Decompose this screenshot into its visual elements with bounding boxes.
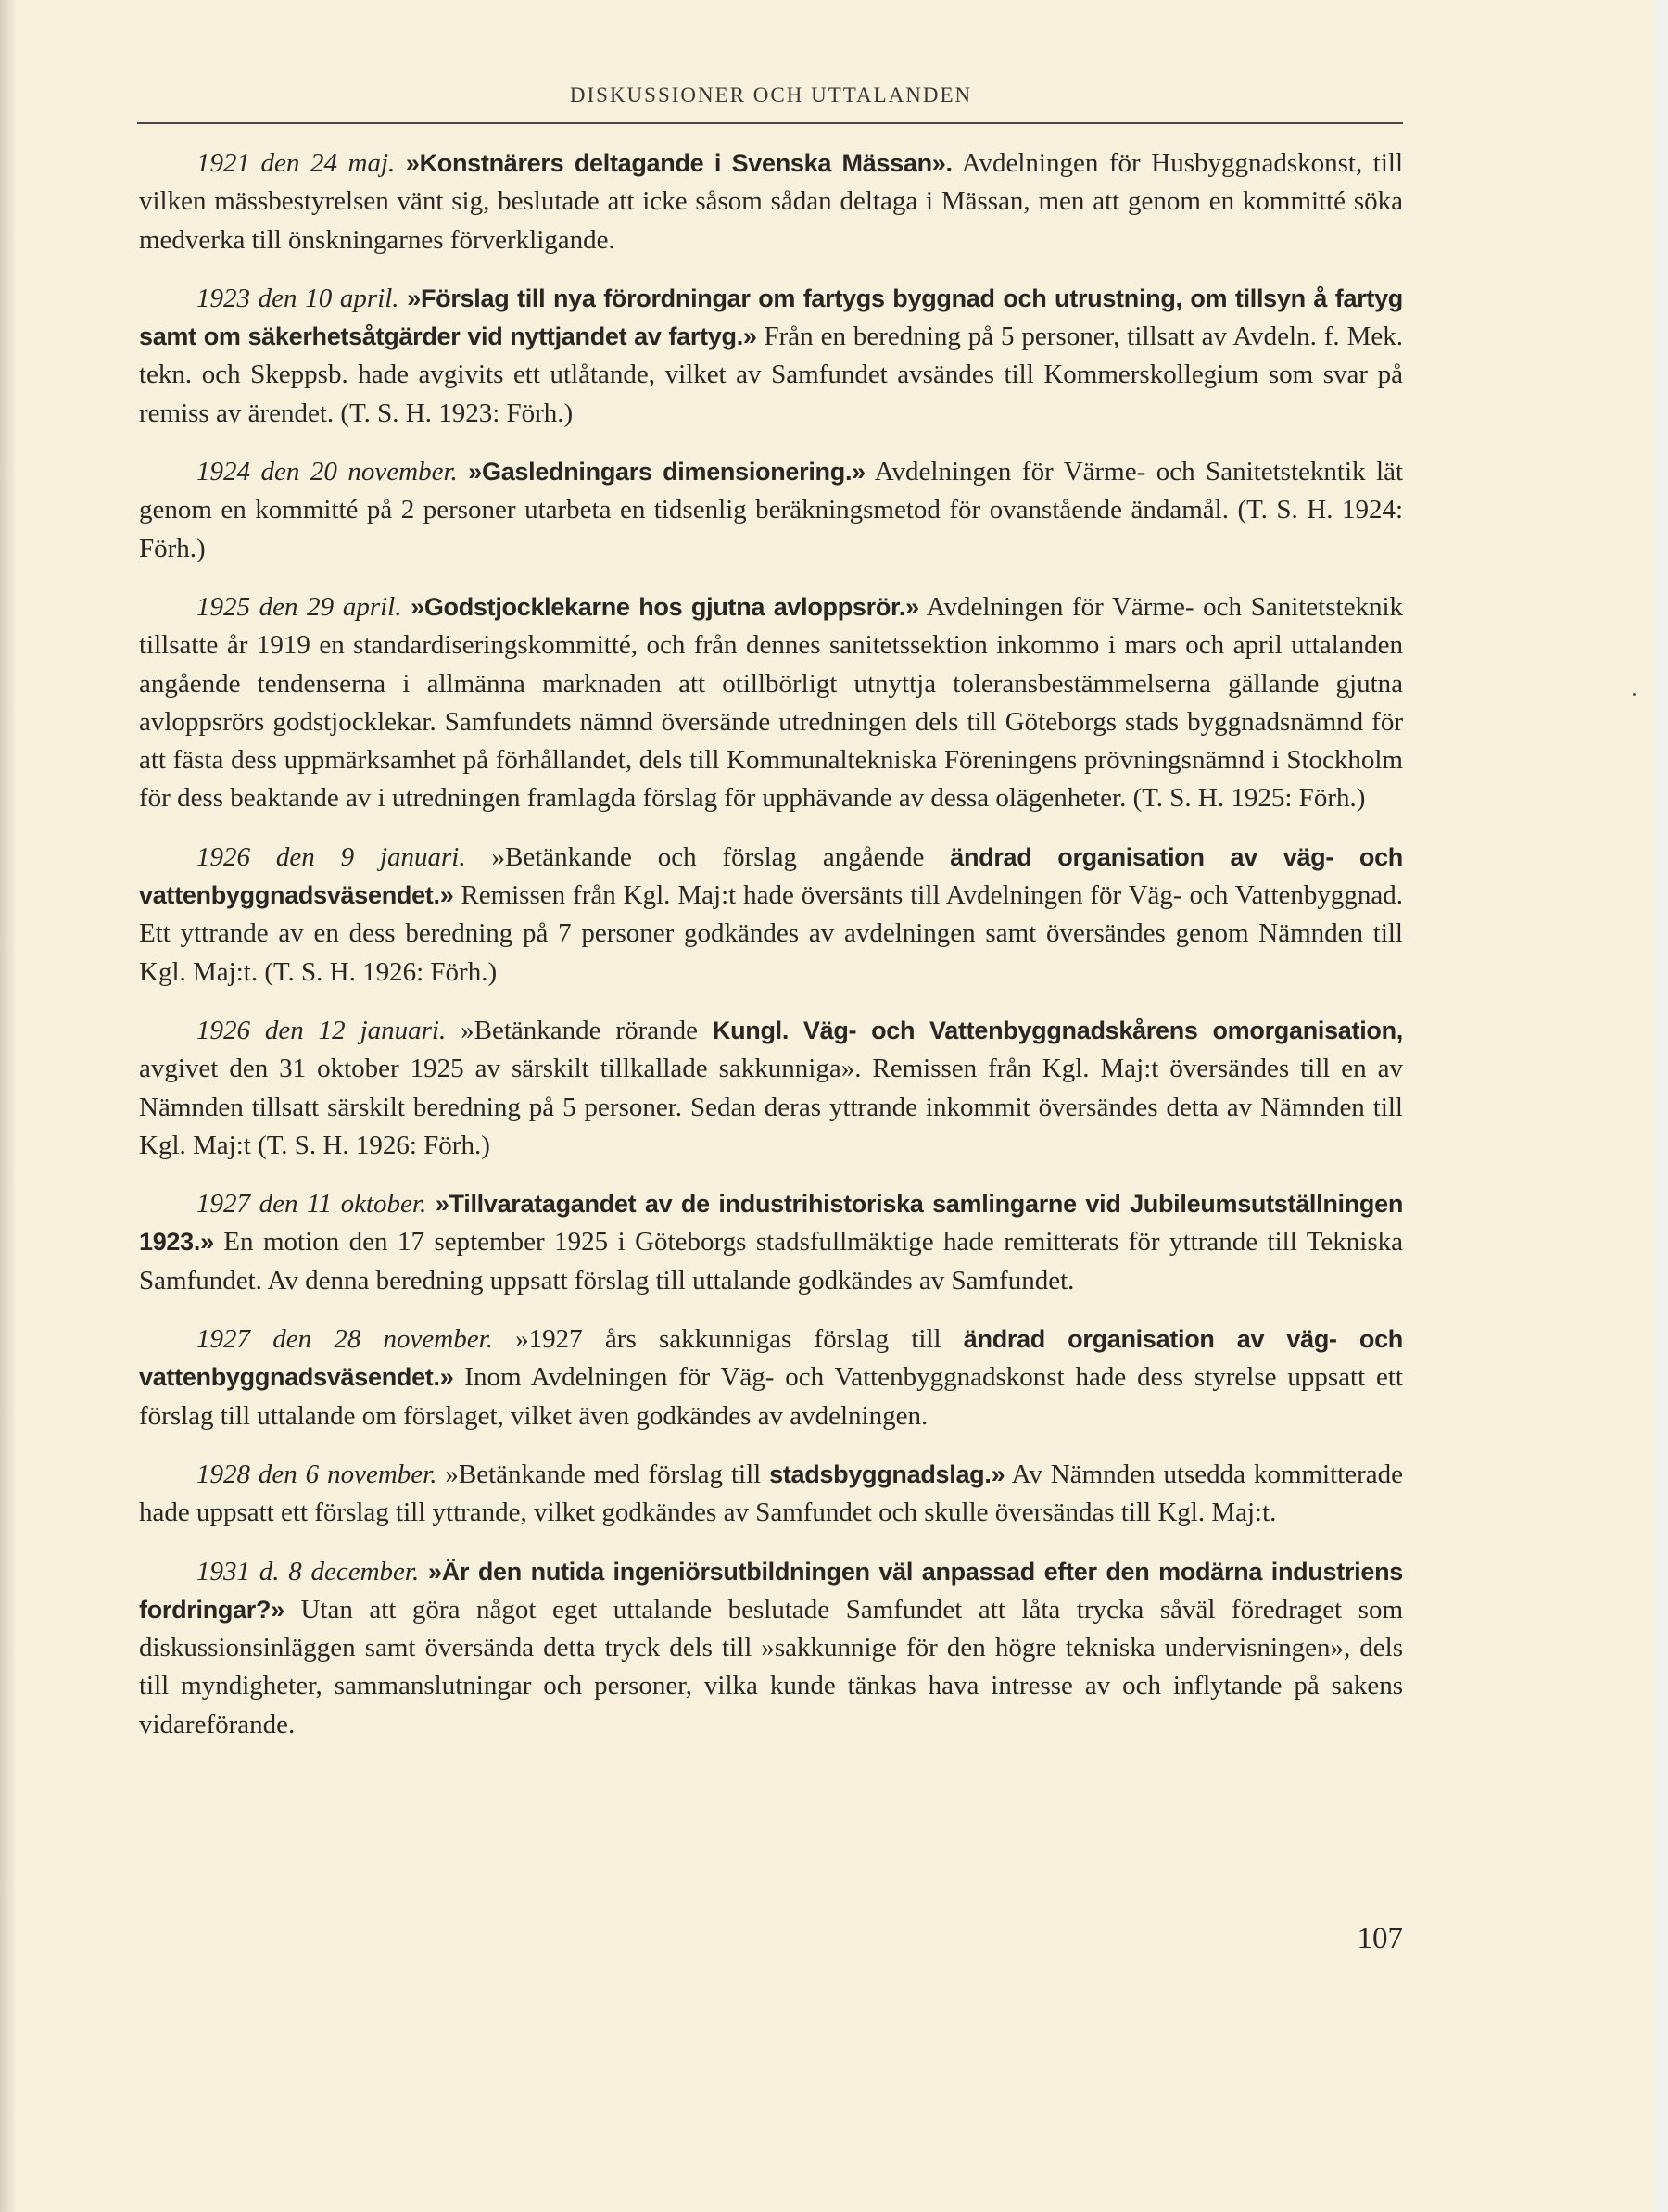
entry-1925 (139, 588, 1403, 818)
entry-date: 1923 den 10 april. (196, 283, 399, 313)
entry-title: »Tillvaratagandet av de industrihistoriska samlingarne vid Jubileumsutställningen 1923.» (139, 1190, 1404, 1257)
entry-lead: »1927 års sakkunnigas förslag till (492, 1324, 964, 1355)
running-header: DISKUSSIONER OCH UTTALANDEN (569, 83, 973, 107)
entry-date: 1925 den 29 april. (196, 591, 402, 622)
entry-date: 1928 den 6 november. (196, 1459, 437, 1489)
entry-1927-nov (139, 1321, 1403, 1435)
entry-title: stadsbyggnadslag.» (769, 1460, 1005, 1488)
entry-date: 1927 den 11 oktober. (196, 1189, 427, 1220)
entry-title: Kungl. Väg- och Vattenbyggnadskårens omorganisation, (712, 1016, 1404, 1044)
entry-date: 1927 den 28 november. (196, 1324, 493, 1355)
entry-body: Avdelningen för Värme- och Sanitetstekntik lät genom en kommitté på 2 personer utarbeta en tidsenlig beräkningsmetod för ovanstående ändamål. (T. S. H. 1924: Förh.) (139, 457, 1404, 563)
entry-date: 1926 den 9 januari. (196, 841, 466, 872)
entry-body: Utan att göra något eget uttalande beslutade Samfundet att låta trycka såväl föredraget som diskussionsinläggen samt översända detta tryck dels till »sakkunnige för den högre tekniska undervisningen», dels till myndigheter, sammanslutningar och personer, vilka kunde tänkas hava intresse av och inflytande på sakens vidareförande. (139, 1594, 1403, 1739)
entry-body: avgivet den 31 oktober 1925 av särskilt tillkallade sakkunniga». Remissen från Kgl. Maj:t översändes till en av Nämnden tillsatt särskilt beredning på 5 personer. Sedan deras yttrande inkommit översändes detta av Nämnden till Kgl. Maj:t (T. S. H. 1926: Förh.) (139, 1054, 1403, 1160)
entry-1931 (139, 1553, 1403, 1744)
entry-body: Avdelningen för Värme- och Sanitetsteknik tillsatte år 1919 en standardiseringskommitté, och från dennes sanitetssektion inkommo i mars och april uttalanden angående tendenserna i allmänna marknaden att otillbörligt utnyttja toleransbestämmelserna gällande gjutna avloppsrörs godstjocklekar. Samfundets nämnd översände utredningen dels till Göteborgs stads byggnadsnämnd för att fästa dess uppmärksamhet på förhållandet, dels till Kommunaltekniska Föreningens prövningsnämnd i Stockholm för dess beaktande av i utredningen framlagda förslag för upphävande av dessa olägenheter. (T. S. H. 1925: Förh.) (139, 591, 1404, 814)
entry-title: »Gasledningars dimensionering.» (468, 458, 866, 487)
entry-date: 1926 den 12 januari. (196, 1015, 447, 1045)
entry-body: Från en beredning på 5 personer, tillsatt av Avdeln. f. Mek. tekn. och Skeppsb. hade avgivits ett utlåtande, vilket av Samfundet avsändes till Kommerskollegium som svar på remiss av ärendet. (T. S. H. 1923: Förh.) (139, 322, 1403, 428)
entry-1928 (139, 1456, 1403, 1533)
page-number: 107 (1357, 1922, 1403, 1955)
entry-title: »Konstnärers deltagande i Svenska Mässan». (405, 149, 953, 177)
entry-body: Inom Avdelningen för Väg- och Vattenbyggnadskonst hade dess styrelse uppsatt ett förslag till uttalande om förslaget, vilket även godkändes av avdelningen. (139, 1362, 1403, 1431)
entry-title: »Förslag till nya förordningar om fartygs byggnad och utrustning, om tillsyn å fartyg samt om säkerhetsåtgärder vid nyttjandet av fartyg.» (139, 284, 1403, 351)
scan-margin-right (1655, 0, 1668, 2212)
entry-lead: »Betänkande rörande (446, 1015, 713, 1045)
entry-body: Avdelningen för Husbyggnadskonst, till vilken mässbestyrelsen vänt sig, beslutade att icke såsom sådan deltaga i Mässan, men att genom en kommitté söka medverka till önskningarnes förverkligande. (139, 148, 1404, 255)
entry-date: 1924 den 20 november. (196, 457, 458, 487)
entry-title: »Är den nutida ingeniörsutbildningen väl anpassad efter den modärna industriens fordringar?» (139, 1557, 1404, 1624)
entry-1924 (139, 453, 1403, 568)
entry-date: 1921 den 24 maj. (196, 148, 396, 178)
entry-body: Av Nämnden utsedda kommitterade hade uppsatt ett förslag till yttrande, vilket godkändes av Samfundet och skulle översändas till Kgl. Maj:t. (139, 1459, 1404, 1528)
entry-1921 (139, 145, 1403, 259)
entry-1923 (139, 280, 1403, 433)
print-speck (1633, 693, 1636, 696)
entry-1926-jan-9 (139, 839, 1403, 992)
entry-lead: »Betänkande och förslag angående (465, 841, 951, 872)
entry-title: ändrad organisation av väg- och vattenbyggnadsväsendet.» (139, 842, 1403, 910)
entry-title: »Godstjocklekarne hos gjutna avloppsrör.» (411, 592, 919, 621)
page-shadow-left (0, 0, 17, 2212)
entry-date: 1931 d. 8 december. (196, 1556, 420, 1586)
entry-title: ändrad organisation av väg- och vattenbyggnadsväsendet.» (139, 1325, 1403, 1392)
entries-list (139, 145, 1403, 1764)
header-rule (137, 122, 1403, 124)
entry-lead: »Betänkande med förslag till (436, 1459, 770, 1489)
entry-1927-oct (139, 1185, 1403, 1300)
entry-body: Remissen från Kgl. Maj:t hade översänts till Avdelningen för Väg- och Vattenbyggnad. Ett yttrande av en dess beredning på 7 personer godkändes av avdelningen samt översändes genom Nämnden till Kgl. Maj:t. (T. S. H. 1926: Förh.) (139, 880, 1403, 987)
entry-1926-jan-12 (139, 1012, 1403, 1165)
entry-body: En motion den 17 september 1925 i Göteborgs stadsfullmäktige hade remitterats för yttrande till Tekniska Samfundet. Av denna beredning uppsatt förslag till uttalande godkändes av Samfundet. (139, 1227, 1403, 1296)
